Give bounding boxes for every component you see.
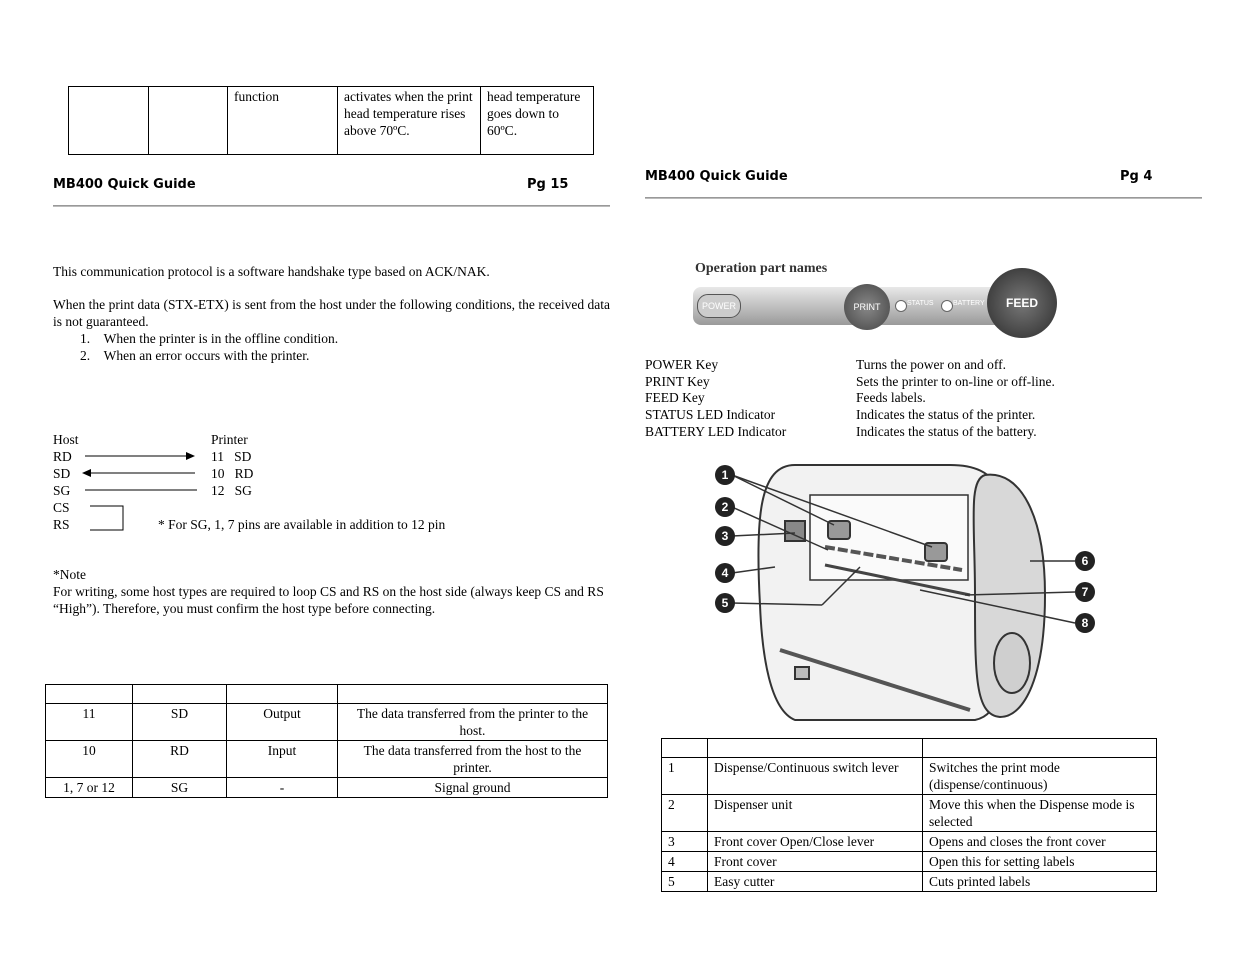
host-label: Host bbox=[53, 432, 79, 447]
key-name-print: PRINT Key bbox=[645, 374, 710, 389]
table-row: function activates when the print head temperature rises above 70ºC. head temperature goes down to 60ºC. bbox=[69, 87, 594, 155]
protocol-text: This communication protocol is a software handshake type based on ACK/NAK. bbox=[53, 264, 490, 279]
page-header-number: Pg 15 bbox=[527, 177, 569, 192]
host-pin-sg: SG bbox=[53, 483, 71, 498]
header-rule bbox=[53, 205, 610, 207]
key-name-battery: BATTERY LED Indicator bbox=[645, 424, 787, 439]
power-key-graphic: POWER bbox=[697, 294, 741, 318]
key-name-feed: FEED Key bbox=[645, 390, 705, 405]
printer-pin-10: 10 RD bbox=[211, 466, 254, 481]
status-led-label: STATUS bbox=[907, 300, 934, 307]
sg-note: * For SG, 1, 7 pins are available in addition to 12 pin bbox=[158, 517, 446, 532]
callout-badge-2: 2 bbox=[715, 497, 735, 517]
page-header-title: MB400 Quick Guide bbox=[645, 169, 788, 184]
key-desc-battery: Indicates the status of the battery. bbox=[856, 424, 1037, 439]
callout-badge-5: 5 bbox=[715, 593, 735, 613]
table-row: 2 Dispenser unit Move this when the Dispense mode is selected bbox=[662, 795, 1157, 832]
print-key-graphic: PRINT bbox=[844, 284, 890, 330]
rd-arrow-icon bbox=[186, 452, 195, 460]
header-rule bbox=[645, 197, 1202, 199]
key-desc-print: Sets the printer to on-line or off-line. bbox=[856, 374, 1055, 389]
cs-rs-loop bbox=[90, 506, 123, 530]
host-pin-sd: SD bbox=[53, 466, 71, 481]
table-row: 11 SD Output The data transferred from the printer to the host. bbox=[46, 704, 608, 741]
callout-badge-1: 1 bbox=[715, 465, 735, 485]
operation-panel-title: Operation part names bbox=[695, 261, 828, 276]
sd-arrow-icon bbox=[82, 469, 91, 477]
host-pin-rd: RD bbox=[53, 449, 72, 464]
table-row: 10 RD Input The data transferred from the host to the printer. bbox=[46, 741, 608, 778]
table-row: 4 Front cover Open this for setting labels bbox=[662, 852, 1157, 872]
note-title: *Note bbox=[53, 567, 86, 582]
page-header-number: Pg 4 bbox=[1120, 169, 1153, 184]
pin-table bbox=[45, 684, 608, 798]
page-header-title: MB400 Quick Guide bbox=[53, 177, 196, 192]
table-row bbox=[46, 685, 608, 704]
callout-badge-7: 7 bbox=[1075, 582, 1095, 602]
printer-label: Printer bbox=[211, 432, 248, 447]
parts-table bbox=[661, 738, 1157, 892]
printer-pin-11: 11 SD bbox=[211, 449, 252, 464]
right-side-knob bbox=[994, 633, 1030, 693]
key-name-power: POWER Key bbox=[645, 357, 719, 372]
condition-item-1: 1. When the printer is in the offline condition. bbox=[80, 331, 339, 346]
key-desc-status: Indicates the status of the printer. bbox=[856, 407, 1036, 422]
table-row: 3 Front cover Open/Close lever Opens and closes the front cover bbox=[662, 832, 1157, 852]
key-name-status: STATUS LED Indicator bbox=[645, 407, 776, 422]
table-row: 1 Dispense/Continuous switch lever Switches the print mode (dispense/continuous) bbox=[662, 758, 1157, 795]
battery-led-icon bbox=[941, 300, 953, 312]
battery-led-label: BATTERY bbox=[953, 300, 985, 307]
top-continuation-table bbox=[68, 86, 594, 155]
table-row bbox=[662, 739, 1157, 758]
callout-badge-4: 4 bbox=[715, 563, 735, 583]
host-pin-cs: CS bbox=[53, 500, 70, 515]
note-text: For writing, some host types are required to loop CS and RS on the host side (always keep CS and RS “High”). Therefore, you must confirm the host type before connecting. bbox=[53, 584, 604, 616]
callout-badge-8: 8 bbox=[1075, 613, 1095, 633]
callout-badge-3: 3 bbox=[715, 526, 735, 546]
printer-pin-12: 12 SG bbox=[211, 483, 252, 498]
table-row: 5 Easy cutter Cuts printed labels bbox=[662, 872, 1157, 892]
callout-badge-6: 6 bbox=[1075, 551, 1095, 571]
status-led-icon bbox=[895, 300, 907, 312]
condition-item-2: 2. When an error occurs with the printer. bbox=[80, 348, 310, 363]
host-pin-rs: RS bbox=[53, 517, 70, 532]
key-desc-feed: Feeds labels. bbox=[856, 390, 926, 405]
table-row: 1, 7 or 12 SG - Signal ground bbox=[46, 778, 608, 798]
conditions-intro: When the print data (STX-ETX) is sent from the host under the following conditions, the received data is not guaranteed. bbox=[53, 297, 610, 329]
printer-illustration bbox=[700, 455, 1100, 735]
foot-graphic bbox=[795, 667, 809, 679]
feed-key-graphic: FEED bbox=[987, 268, 1057, 338]
key-desc-power: Turns the power on and off. bbox=[856, 357, 1006, 372]
